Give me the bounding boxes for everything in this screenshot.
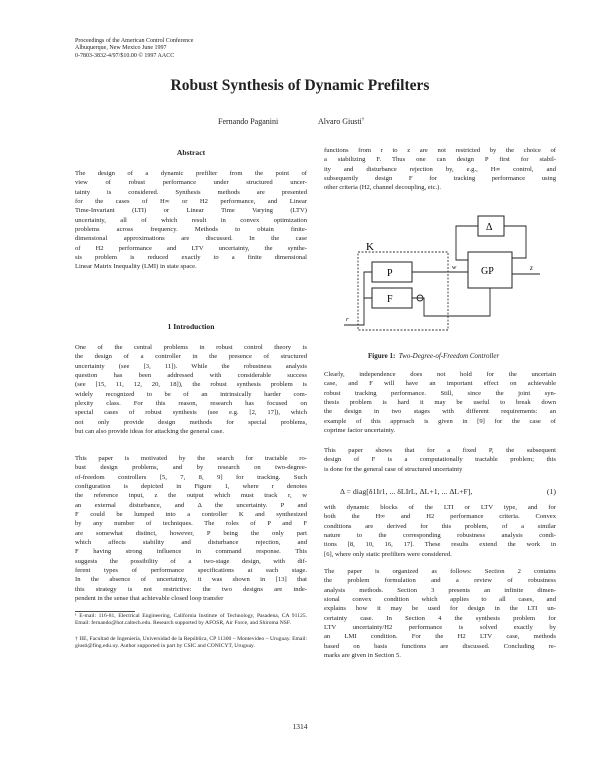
text-line: The paper is organized as follows: Section 2 contains bbox=[324, 568, 556, 575]
f-to-p-line bbox=[364, 272, 372, 298]
text-line: with dynamic blocks of the LTI or LTV type, and for bbox=[324, 504, 556, 511]
text-line: analysis methods. Section 3 presents an infinite dimen- bbox=[324, 586, 556, 594]
text-line: bust design problems, and by research on two-degree- bbox=[75, 464, 307, 472]
footnote-rule bbox=[75, 611, 135, 612]
text-line: Clearly, independence does not hold for the uncertain bbox=[324, 371, 556, 378]
text-line: other criteria (H2, channel decoupling, etc.). bbox=[324, 184, 441, 192]
author-2-name: Alvaro Giusti bbox=[318, 117, 362, 126]
text-line: of-freedom controllers [5, 7, 8, 9] for tracking. Such bbox=[75, 473, 307, 481]
text-line: LTV uncertainty/H2 performance is solved exactly by bbox=[324, 624, 556, 632]
text-line: which affects stability and disturbance rejection, and bbox=[75, 539, 307, 547]
text-line: One of the central problems in robust control theory is bbox=[75, 344, 307, 351]
label-gp: GP bbox=[481, 266, 494, 277]
text-line: sional convex condition which applies to all cases, and bbox=[324, 596, 556, 604]
text-line: In the absence of uncertainty, it was shown in [13] that bbox=[75, 576, 307, 584]
text-line: coprime factor uncertainty. bbox=[324, 427, 396, 435]
text-line: robust tracking performance. Still, since the joint syn- bbox=[324, 389, 556, 397]
abstract-heading: Abstract bbox=[176, 148, 206, 157]
text-line: special cases of robust synthesis (see e.g. [2, 17]), which bbox=[75, 409, 307, 417]
abstract-body bbox=[75, 169, 307, 272]
figure-caption-text: Two-Degree-of-Freedom Controller bbox=[398, 352, 500, 360]
text-line: explains how it may be used for design in the LTI un- bbox=[324, 605, 556, 613]
text-line: this strategy is not restrictive: the two designs are inde- bbox=[75, 585, 307, 593]
text-line: [6], where only static prefilters were considered. bbox=[324, 550, 452, 558]
text-line: tainty is considered. Synthesis methods are presented bbox=[75, 188, 307, 196]
author-2 bbox=[318, 117, 364, 126]
header-line-1: Proceedings of the American Control Conference bbox=[75, 38, 194, 44]
text-line: suggests the possibility of a two-stage design, with dif- bbox=[75, 557, 307, 565]
label-delta: Δ bbox=[486, 222, 493, 233]
text-line: example of this approach is given in [9] for the case of bbox=[324, 417, 556, 425]
text-line: Time-Invariant (LTI) or Linear Time Varying (LTV) bbox=[75, 207, 307, 215]
text-line: tions [8, 10, 16, 17]. These results extend the work in bbox=[324, 541, 556, 549]
intro-paragraph-1 bbox=[75, 343, 307, 436]
text-line: are somewhat distinct, however, P being the only part bbox=[75, 529, 307, 537]
text-line: configuration is depicted in Figure 1, where r denotes bbox=[75, 483, 307, 491]
equation-text: Δ = diag[δ1Ir1, ... δLIrL, ΔL+1, ... ΔL+F], bbox=[340, 487, 473, 496]
text-line: for the cases of H∞ or H2 performance, and Linear bbox=[75, 198, 307, 206]
text-line: This paper is motivated by the search for tractable ro- bbox=[75, 455, 307, 462]
figure-1-caption bbox=[368, 352, 499, 360]
text-line: dimensional approximations are discussed. In the case bbox=[75, 235, 307, 243]
text-line: plexity class. For this reason, research has focused on bbox=[75, 400, 307, 408]
label-z: z bbox=[530, 264, 533, 272]
text-line: an LMI condition. For the H2 LTV case, methods bbox=[324, 633, 556, 641]
text-line: the design of a controller in the presence of structured bbox=[75, 353, 307, 361]
text-line: F having strong influence in command response. This bbox=[75, 548, 307, 556]
equation-number: (1) bbox=[546, 487, 556, 496]
intro-heading: 1 Introduction bbox=[167, 322, 215, 331]
footnote-1: ¹ E-mail: 116-81, Electrical Engineering, California Institute of Technology, Pasadena, CA 91125. Email: fernando@hot.caltech.edu. Research supported by AFOSR, Air Force, and Shiroma NSF. bbox=[75, 613, 307, 627]
text-line: F could be lumped into a controller K and synthesized bbox=[75, 511, 307, 519]
text-line: design of F is a computationally tractable problem; this bbox=[324, 456, 556, 464]
author-1: Fernando Paganini bbox=[218, 117, 279, 126]
text-line: This paper shows that for a fixed P, the subsequent bbox=[324, 447, 556, 454]
text-line: of H2 performance and LTV uncertainty, the synthe- bbox=[75, 244, 307, 252]
text-line: sis problem is reduced exactly to a finite dimensional bbox=[75, 254, 307, 262]
text-line: uncertainty, all of which result in convex optimization bbox=[75, 216, 307, 224]
right-paragraph-3 bbox=[324, 503, 556, 559]
right-paragraph-1 bbox=[324, 370, 556, 435]
text-line: the design in two stages with different requirements: an bbox=[324, 408, 556, 416]
text-line: but can also provide ideas for attacking the general case. bbox=[75, 428, 225, 436]
text-line: a stabilizing F. Thus one can design P first for stabil- bbox=[324, 156, 556, 164]
text-line: view of robust performance under structured uncer- bbox=[75, 179, 307, 187]
feedback-line bbox=[412, 288, 490, 316]
text-line: is done for the general case of structured uncertainty bbox=[324, 465, 463, 473]
text-line: question has been addressed with considerable success bbox=[75, 372, 307, 380]
text-line: nature to the corresponding robustness analysis condi- bbox=[324, 532, 556, 540]
text-line: the reference input, z the output which must track r, w bbox=[75, 492, 307, 500]
text-line: an external disturbance, and Δ the uncertainty. P and bbox=[75, 501, 307, 509]
right-paragraph-2 bbox=[324, 446, 556, 474]
label-f: F bbox=[387, 294, 393, 305]
proceedings-header bbox=[75, 38, 193, 60]
text-line: uncertainty (see [3, 11]). While the robustness analysis bbox=[75, 362, 307, 370]
paper-title: Robust Synthesis of Dynamic Prefilters bbox=[170, 77, 430, 94]
text-line: both the H∞ and H2 performance criteria. Convex bbox=[324, 513, 556, 521]
text-line: problems across frequency. Methods to obtain finite- bbox=[75, 226, 307, 234]
label-p: P bbox=[387, 268, 393, 279]
text-line: the problem formulation and a review of robustness bbox=[324, 577, 556, 585]
figure-caption-number: Figure 1: bbox=[368, 352, 396, 360]
header-line-3: 0-7803-3832-4/97/$10.00 © 1997 AACC bbox=[75, 52, 175, 59]
label-w: w bbox=[452, 264, 457, 271]
text-line: conditions are derived for this problem, of a similar bbox=[324, 522, 556, 530]
text-line: pendent in the sense that achievable closed loop transfer bbox=[75, 595, 224, 603]
equation-1 bbox=[340, 487, 556, 496]
text-line: not only provide design methods for special problems, bbox=[75, 418, 307, 426]
text-line: widely recognized to be of an intrinsically harder com- bbox=[75, 390, 307, 398]
text-line: functions from r to z are not restricted by the choice of bbox=[324, 147, 556, 154]
right-paragraph-0 bbox=[324, 146, 556, 193]
intro-paragraph-2 bbox=[75, 454, 307, 604]
author-2-mark: † bbox=[361, 117, 365, 123]
page-number: 1314 bbox=[292, 722, 308, 731]
footnote-2: † IIE, Facultad de Ingeniería, Universidad de la República, CP 11300 – Montevideo – Uruguay. Email: giusti@fing.edu.uy. Author supported in part by CSIC and CONICYT, Uruguay. bbox=[75, 636, 307, 650]
text-line: Linear Matrix Inequality (LMI) in state space. bbox=[75, 263, 197, 271]
text-line: by any number of techniques. The roles of P and F bbox=[75, 520, 307, 528]
text-line: thesis problem is hard it may be useful to break down bbox=[324, 399, 556, 407]
text-line: case, and F will have an important effect on achievable bbox=[324, 380, 556, 388]
right-paragraph-4 bbox=[324, 567, 556, 660]
text-line: subsequently design F for tracking performance using bbox=[324, 175, 556, 183]
text-line: ity and disturbance rejection by, e.g., H∞ control, and bbox=[324, 165, 556, 173]
text-line: certainty case. In Section 4 the synthesis problem for bbox=[324, 614, 556, 622]
label-r: r bbox=[346, 316, 349, 323]
header-line-2: Albuquerque, New Mexico June 1997 bbox=[75, 45, 167, 52]
label-k: K bbox=[366, 241, 374, 253]
text-line: The design of a dynamic prefilter from the point of bbox=[75, 170, 307, 177]
text-line: ferent types of performance specifications at each stage. bbox=[75, 567, 307, 575]
text-line: based on basis functions are discussed. Concluding re- bbox=[324, 642, 556, 650]
text-line: (see [15, 11, 12, 20, 18]), the robust synthesis problem is bbox=[75, 381, 307, 389]
text-line: marks are given in Section 5. bbox=[324, 652, 401, 660]
figure-1-diagram bbox=[340, 200, 550, 340]
